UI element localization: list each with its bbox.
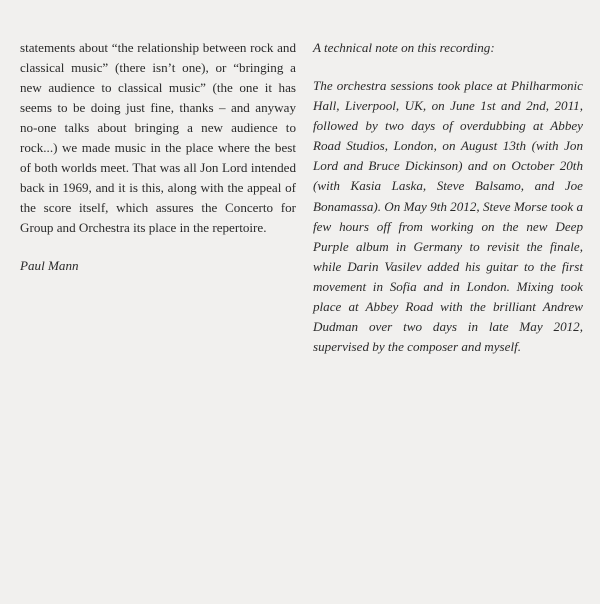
author-signature: Paul Mann — [20, 258, 79, 273]
technical-note-heading: A technical note on this recording: — [313, 40, 495, 55]
left-column — [20, 38, 296, 276]
right-column — [313, 38, 583, 357]
technical-note-body: The orchestra sessions took place at Philharmonic Hall, Liverpool, UK, on June 1st and 2nd, 2011, followed by two days of overdubbing at Abbey Road Studios, London, on August 13th (with Jon Lord and Bruce Dickinson) and on October 20th (with Kasia Laska, Steve Balsamo, and Joe Bonamassa). On May 9th 2012, Steve Morse took a few hours off from working on the new Deep Purple album in Germany to revisit the finale, while Darin Vasilev added his guitar to the first movement in Sofia and in London. Mixing took place at Abbey Road with the brilliant Andrew Dudman over two days in late May 2012, supervised by the composer and myself. — [313, 78, 583, 355]
left-body-text: statements about “the relationship between rock and classical music” (there isn’t one), or “bringing a new audience to classical music” (the one it has seems to be doing just fine, thanks – and anyway no-one talks about bringing a new audience to rock...) we made music in the place where the best of both worlds meet. That was all Jon Lord intended back in 1969, and it is this, along with the appeal of the score itself, which assures the Concerto for Group and Orchestra its place in the repertoire. — [20, 40, 296, 235]
